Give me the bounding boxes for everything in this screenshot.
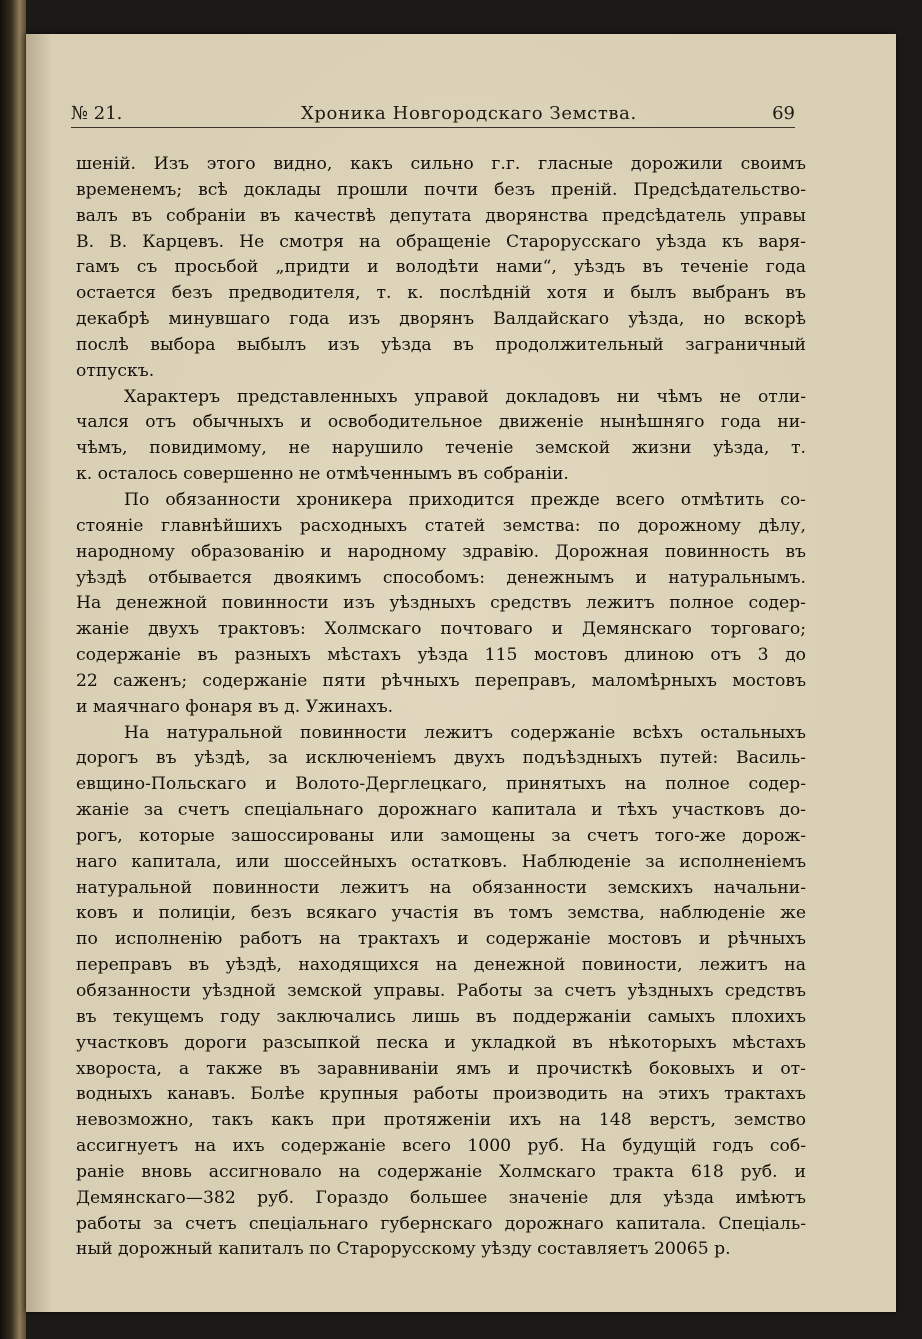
text-line: По обязанности хроникера приходится прежде всего отмѣтить со- [124, 489, 806, 510]
text-line: чался отъ обычныхъ и освободительное движеніе нынѣшняго года ни- [76, 412, 806, 433]
text-line: ный дорожный капиталъ по Старорусскому уѣзду составляетъ 20065 р. [76, 1239, 731, 1260]
paragraph [76, 152, 806, 385]
text-line: въ текущемъ году заключались лишь въ поддержаніи самыхъ плохихъ [76, 1006, 806, 1027]
text-line: декабрѣ минувшаго года изъ дворянъ Валдайскаго уѣзда, но вскорѣ [76, 309, 806, 330]
text-line: уѣздѣ отбывается двоякимъ способомъ: денежнымъ и натуральнымъ. [76, 567, 806, 588]
text-line: и маячнаго фонаря въ д. Ужинахъ. [76, 696, 394, 717]
text-line: раніе вновь ассигновало на содержаніе Холмскаго тракта 618 руб. и [76, 1161, 806, 1182]
text-line: Демянскаго—382 руб. Гораздо большее значеніе для уѣзда имѣютъ [76, 1187, 806, 1208]
text-line: дорогъ въ уѣздѣ, за исключеніемъ двухъ подъѣздныхъ путей: Василь- [76, 748, 806, 769]
text-line: шеній. Изъ этого видно, какъ сильно г.г. гласные дорожили своимъ [76, 154, 806, 174]
text-line: к. осталось совершенно не отмѣченнымъ въ собраніи. [76, 464, 569, 485]
text-line: временемъ; всѣ доклады прошли почти безъ преній. Предсѣдательство- [76, 179, 806, 200]
text-line: валъ въ собраніи въ качествѣ депутата дворянства предсѣдатель управы [76, 205, 806, 226]
text-line: наго капитала, или шоссейныхъ остатковъ. Наблюденіе за исполненіемъ [76, 851, 806, 872]
text-line: чѣмъ, повидимому, не нарушило теченіе земской жизни уѣзда, т. [76, 438, 806, 459]
text-line: народному образованію и народному здравію. Дорожная повинность въ [76, 541, 806, 562]
text-line: ассигнуетъ на ихъ содержаніе всего 1000 руб. На будущій годъ соб- [76, 1136, 806, 1157]
issue-number: № 21. [71, 103, 123, 124]
text-line: остается безъ предводителя, т. к. послѣдній хотя и былъ выбранъ въ [76, 283, 806, 304]
text-line: невозможно, такъ какъ при протяженіи ихъ на 148 верстъ, земство [76, 1110, 806, 1131]
text-line: стояніе главнѣйшихъ расходныхъ статей земства: по дорожному дѣлу, [76, 515, 806, 536]
text-line: жаніе двухъ трактовъ: Холмскаго почтоваго и Демянскаго торговаго; [76, 619, 806, 640]
text-line: обязанности уѣздной земской управы. Работы за счетъ уѣздныхъ средствъ [76, 981, 806, 1001]
paragraph [76, 721, 806, 1264]
text-line: ковъ и полиціи, безъ всякаго участія въ томъ земства, наблюденіе же [76, 903, 806, 924]
paragraph [76, 385, 806, 488]
text-line: работы за счетъ спеціальнаго губернскаго дорожнаго капитала. Спеціаль- [76, 1213, 806, 1234]
text-line: участковъ дороги разсыпкой песка и укладкой въ нѣкоторыхъ мѣстахъ [76, 1032, 806, 1053]
running-header [71, 103, 795, 125]
page-number: 69 [772, 103, 795, 124]
article-body [76, 152, 806, 1263]
text-line: отпускъ. [76, 360, 155, 381]
text-line: водныхъ канавъ. Болѣе крупныя работы производить на этихъ трактахъ [76, 1084, 806, 1105]
journal-title: Хроника Новгородскаго Земства. [301, 103, 637, 124]
text-line: На натуральной повинности лежитъ содержаніе всѣхъ остальныхъ [124, 722, 806, 743]
text-line: по исполненію работъ на трактахъ и содержаніе мостовъ и рѣчныхъ [76, 929, 806, 950]
text-line: евщино-Польскаго и Волото-Дерглецкаго, принятыхъ на полное содер- [76, 774, 806, 795]
text-line: Характеръ представленныхъ управой докладовъ ни чѣмъ не отли- [124, 386, 806, 407]
text-line: жаніе за счетъ спеціальнаго дорожнаго капитала и тѣхъ участковъ до- [76, 800, 806, 821]
text-line: натуральной повинности лежитъ на обязанности земскихъ начальни- [76, 877, 806, 898]
book-spine-edge [0, 0, 26, 1339]
header-rule [71, 127, 795, 128]
text-line: В. В. Карцевъ. Не смотря на обращеніе Старорусскаго уѣзда къ варя- [76, 231, 806, 252]
text-line: хвороста, а также въ заравниваніи ямъ и прочисткѣ боковыхъ и от- [76, 1058, 806, 1079]
text-line: послѣ выбора выбылъ изъ уѣзда въ продолжительный заграничный [76, 334, 806, 355]
text-line: На денежной повинности изъ уѣздныхъ средствъ лежитъ полное содер- [76, 593, 806, 614]
text-line: 22 саженъ; содержаніе пяти рѣчныхъ переправъ, маломѣрныхъ мостовъ [76, 670, 806, 691]
text-line: содержаніе въ разныхъ мѣстахъ уѣзда 115 мостовъ длиною отъ 3 до [76, 645, 806, 666]
text-line: гамъ съ просьбой „придти и володѣти нами“, уѣздъ въ теченіе года [76, 257, 806, 278]
text-line: рогъ, которые зашоссированы или замощены за счетъ того-же дорож- [76, 825, 806, 846]
text-line: переправъ въ уѣздѣ, находящихся на денежной повиности, лежитъ на [76, 955, 806, 976]
paragraph [76, 488, 806, 721]
